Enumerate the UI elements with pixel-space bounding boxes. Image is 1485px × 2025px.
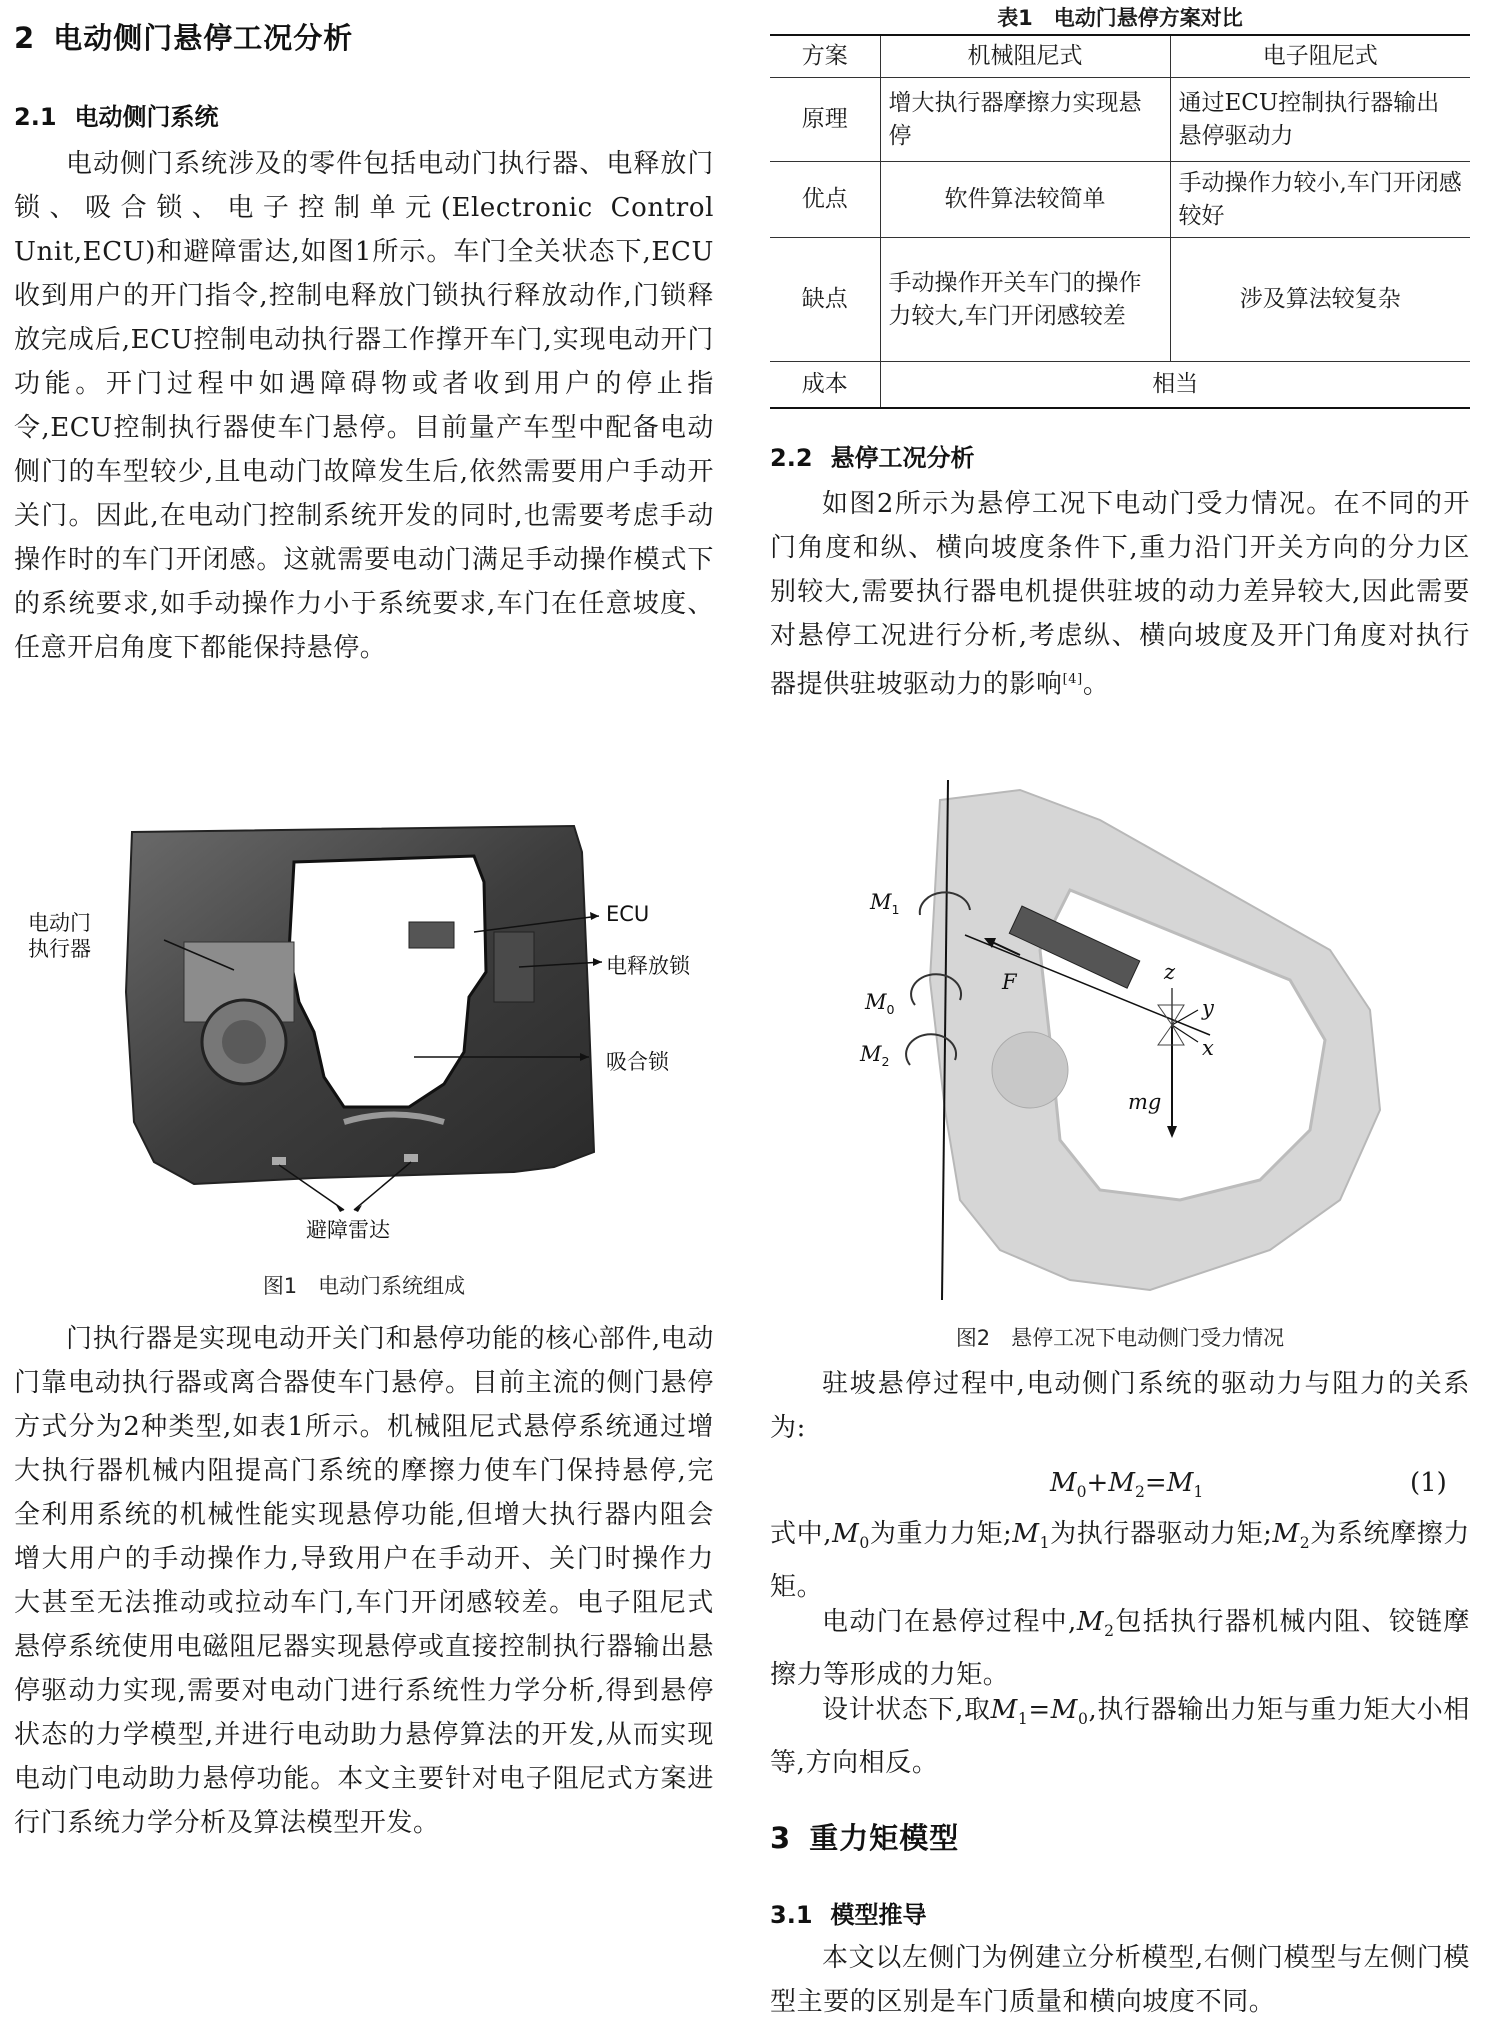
table-cell: 手动操作开关车门的操作力较大,车门开闭感较差 — [880, 238, 1170, 362]
section-3-1-heading — [770, 1895, 927, 1930]
reference-marker: [4] — [1062, 672, 1083, 687]
table-cell: 手动操作力较小,车门开闭感较好 — [1170, 162, 1470, 238]
figure-1-caption: 图1 电动门系统组成 — [262, 1274, 466, 1298]
section-2-2-paragraph-4: 电动门在悬停过程中$,M_2$包括执行器机械内阻、铰链摩擦力等形成的力矩。 — [770, 1607, 1470, 1691]
z-axis-label: z — [1164, 960, 1176, 984]
subsection-number: 2.2 — [770, 444, 813, 472]
subsection-number: 2.1 — [14, 103, 57, 131]
table-header-cell: 方案 — [770, 35, 880, 78]
equation-1: $M_0+M_2=M_1$ — [1050, 1468, 1204, 1502]
table-header-row — [770, 35, 1470, 78]
section-title: 电动侧门悬停工况分析 — [53, 21, 354, 55]
table-cell: 优点 — [770, 162, 880, 238]
table-row — [770, 238, 1470, 362]
m2-label: $M_2$ — [860, 1042, 890, 1070]
table-cell: 成本 — [770, 362, 880, 408]
subsection-number: 3.1 — [770, 1901, 813, 1929]
section-title: 重力矩模型 — [809, 1821, 960, 1855]
radar-label: 避障雷达 — [306, 1218, 390, 1242]
section-2-1-heading — [14, 97, 219, 132]
table-cell: 原理 — [770, 78, 880, 162]
section-2-2-paragraph-2 — [770, 1362, 1470, 1450]
m1-label: $M_1$ — [870, 890, 900, 918]
section-3-1-paragraph-1 — [770, 1936, 1470, 2024]
door-system-illustration — [14, 822, 714, 1262]
table-1-title: 表1 电动门悬停方案对比 — [997, 6, 1243, 30]
table-cell: 通过ECU控制执行器输出悬停驱动力 — [1170, 78, 1470, 162]
table-header-cell: 机械阻尼式 — [880, 35, 1170, 78]
section-2-2-heading — [770, 438, 975, 473]
table-1 — [770, 34, 1470, 409]
section-number: 3 — [770, 1821, 792, 1855]
paragraph-text: 本文以左侧门为例建立分析模型,右侧门模型与左侧门模型主要的区别是车门质量和横向坡度不同。 — [770, 1943, 1470, 2017]
section-2-1-paragraph-1 — [14, 142, 714, 670]
actuator-label: 电动门 执行器 — [28, 911, 91, 961]
figure-1 — [14, 822, 714, 1262]
ecu-label: ECU — [606, 902, 650, 926]
y-axis-label: y — [1202, 996, 1214, 1020]
table-row — [770, 362, 1470, 408]
table-row — [770, 162, 1470, 238]
section-2-2-paragraph-3: 式中$,M_0$为重力力矩$;M_1$为执行器驱动力矩$;M_2$为系统摩擦力矩。 — [770, 1519, 1470, 1603]
table-cell: 增大执行器摩擦力实现悬停 — [880, 78, 1170, 162]
paragraph-text: 驻坡悬停过程中,电动侧门系统的驱动力与阻力的关系为: — [770, 1369, 1470, 1443]
section-2-2-paragraph-1 — [770, 482, 1470, 707]
cinch-label: 吸合锁 — [606, 1050, 669, 1074]
table-cell: 缺点 — [770, 238, 880, 362]
section-3-heading — [770, 1816, 959, 1857]
subsection-title: 模型推导 — [830, 1901, 927, 1929]
figure-2 — [770, 780, 1470, 1300]
table-cell: 软件算法较简单 — [880, 162, 1170, 238]
section-2-1-paragraph-2 — [14, 1317, 714, 1845]
table-cell: 涉及算法较复杂 — [1170, 238, 1470, 362]
table-header-cell: 电子阻尼式 — [1170, 35, 1470, 78]
paragraph-text: 门执行器是实现电动开关门和悬停功能的核心部件,电动门靠电动执行器或离合器使车门悬停。目前主流的侧门悬停方式分为2种类型,如表1所示。机械阻尼式悬停系统通过增大执行器机械内阻提高门系统的摩擦力使车门保持悬停,完全利用系统的机械性能实现悬停功能,但增大执行器内阻会增大用户的手动操作力,导致用户在手动开、关门时操作力大甚至无法推动或拉动车门,车门开闭感较差。电子阻尼式悬停系统使用电磁阻尼器实现悬停或直接控制执行器输出悬停驱动力实现,需要对电动门进行系统性力学分析,得到悬停状态的力学模型,并进行电动助力悬停算法的开发,从而实现电动门电动助力悬停功能。本文主要针对电子阻尼式方案进行门系统力学分析及算法模型开发。 — [14, 1324, 714, 1838]
subsection-title: 电动侧门系统 — [74, 103, 219, 131]
m0-label: $M_0$ — [865, 990, 895, 1018]
paragraph-text: 如图2所示为悬停工况下电动门受力情况。在不同的开门角度和纵、横向坡度条件下,重力沿门开关方向的分力区别较大,需要执行器电机提供驻坡的动力差异较大,因此需要对悬停工况进行分析,考虑纵、横向坡度及开门角度对执行器提供驻坡驱动力的影响 — [770, 489, 1470, 700]
section-2-2-paragraph-5: 设计状态下,取$M_1=M_0$,执行器输出力矩与重力矩大小相等,方向相反。 — [770, 1695, 1471, 1779]
lock-label: 电释放锁 — [606, 954, 690, 978]
equation-number: (1) — [1410, 1468, 1447, 1498]
subsection-title: 悬停工况分析 — [830, 444, 975, 472]
paragraph-end: 。 — [1082, 669, 1110, 700]
section-2-heading — [14, 16, 353, 57]
table-row — [770, 78, 1470, 162]
table-cell: 相当 — [880, 362, 1470, 408]
section-number: 2 — [14, 21, 36, 55]
paragraph-text: 电动侧门系统涉及的零件包括电动门执行器、电释放门锁、吸合锁、电子控制单元(Electronic Control Unit,ECU)和避障雷达,如图1所示。车门全关状态下,ECU收到用户的开门指令,控制电释放门锁执行释放动作,门锁释放完成后,ECU控制电动执行器工作撑开车门,实现电动开门功能。开门过程中如遇障碍物或者收到用户的停止指令,ECU控制执行器使车门悬停。目前量产车型中配备电动侧门的车型较少,且电动门故障发生后,依然需要用户手动开关门。因此,在电动门控制系统开发的同时,也需要考虑手动操作时的车门开闭感。这就需要电动门满足手动操作模式下的系统要求,如手动操作力小于系统要求,车门在任意坡度、任意开启角度下都能保持悬停。 — [14, 149, 714, 663]
x-axis-label: x — [1202, 1036, 1214, 1060]
mg-label: mg — [1128, 1090, 1162, 1114]
force-label: F — [1002, 970, 1017, 994]
door-force-illustration — [770, 780, 1470, 1300]
figure-2-caption: 图2 悬停工况下电动侧门受力情况 — [955, 1326, 1285, 1350]
